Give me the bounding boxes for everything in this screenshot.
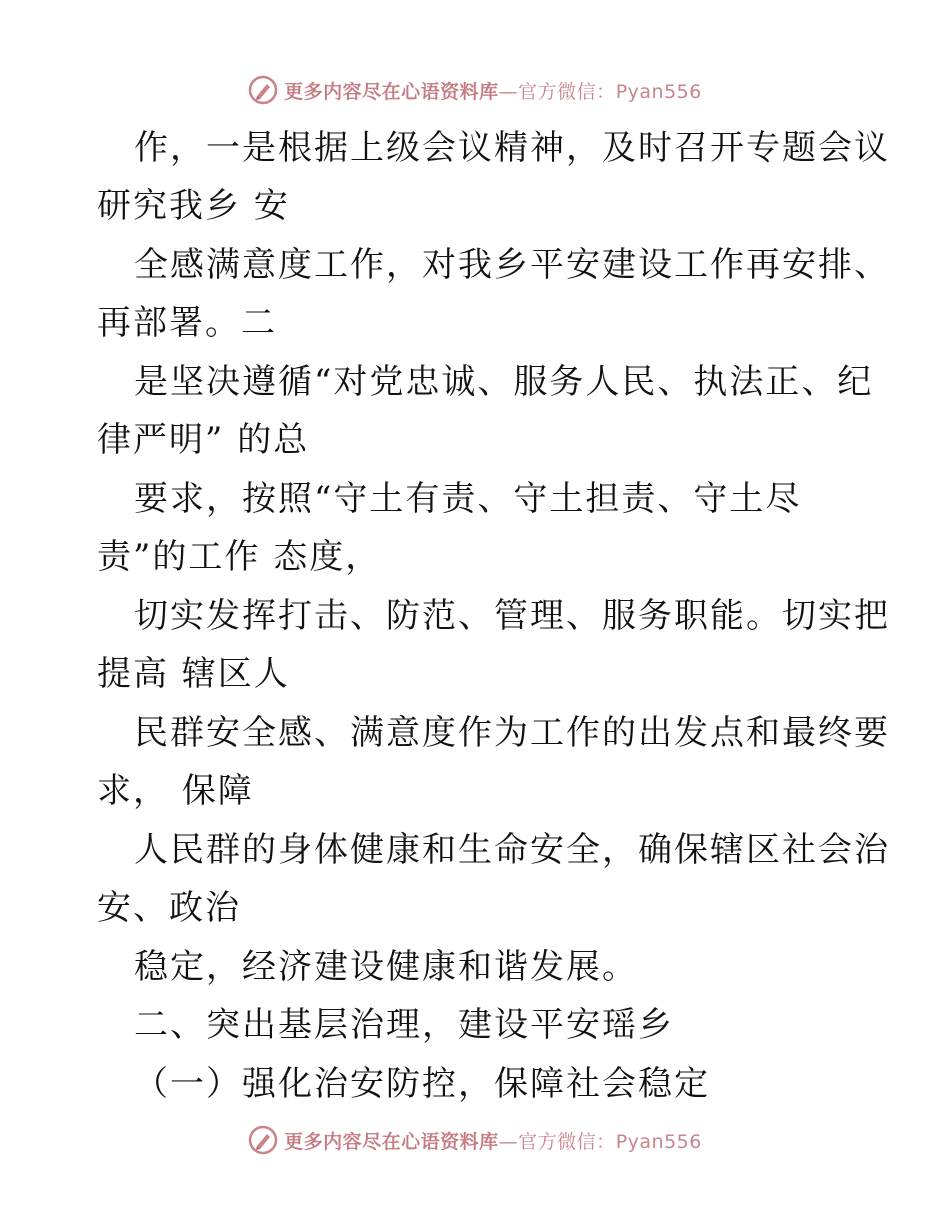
text-line: 切实发挥打击、防范、管理、服务职能。切实把: [134, 596, 890, 636]
watermark-wechat-id: Pyan556: [615, 80, 702, 103]
pen-logo-icon: [248, 1125, 278, 1155]
text-line: 全感满意度工作，对我乡平安建设工作再安排、: [134, 245, 890, 285]
section-heading: 二、突出基层治理，建设平安瑶乡: [134, 1005, 674, 1045]
text-line: 民群安全感、满意度作为工作的出发点和最终要: [134, 713, 890, 753]
watermark-dash: —: [498, 1130, 519, 1153]
footer-watermark: [0, 1120, 950, 1160]
text-line: 责”的工作 态度，: [97, 537, 382, 577]
watermark-brand: 更多内容尽在心语资料库: [284, 80, 499, 103]
text-line: 人民群的身体健康和生命安全，确保辖区社会治: [134, 830, 890, 870]
text-line: 稳定，经济建设健康和谐发展。: [134, 947, 638, 987]
pen-logo-icon: [248, 75, 278, 105]
text-line: 是坚决遵循“对党忠诚、服务人民、执法正、纪: [134, 362, 874, 402]
text-line: 安、政治: [97, 888, 241, 928]
text-line: 再部署。二: [97, 303, 277, 343]
text-line: 作，一是根据上级会议精神，及时召开专题会议: [134, 128, 890, 168]
text-line: 提高 辖区人: [97, 654, 290, 694]
text-line: 研究我乡 安: [97, 186, 290, 226]
watermark-brand: 更多内容尽在心语资料库: [284, 1130, 499, 1153]
subsection-heading: （一）强化治安防控，保障社会稳定: [134, 1064, 710, 1104]
watermark-text: [284, 1127, 702, 1154]
watermark-wechat-label: 官方微信：: [518, 80, 616, 103]
text-line: 要求，按照“守土有责、守土担责、守土尽: [134, 479, 802, 519]
watermark-wechat-label: 官方微信：: [518, 1130, 616, 1153]
text-line: 求， 保障: [97, 771, 254, 811]
watermark-wechat-id: Pyan556: [615, 1130, 702, 1153]
watermark-text: [284, 77, 702, 104]
header-watermark: [0, 70, 950, 110]
watermark-dash: —: [498, 80, 519, 103]
text-line: 律严明” 的总: [97, 420, 310, 460]
